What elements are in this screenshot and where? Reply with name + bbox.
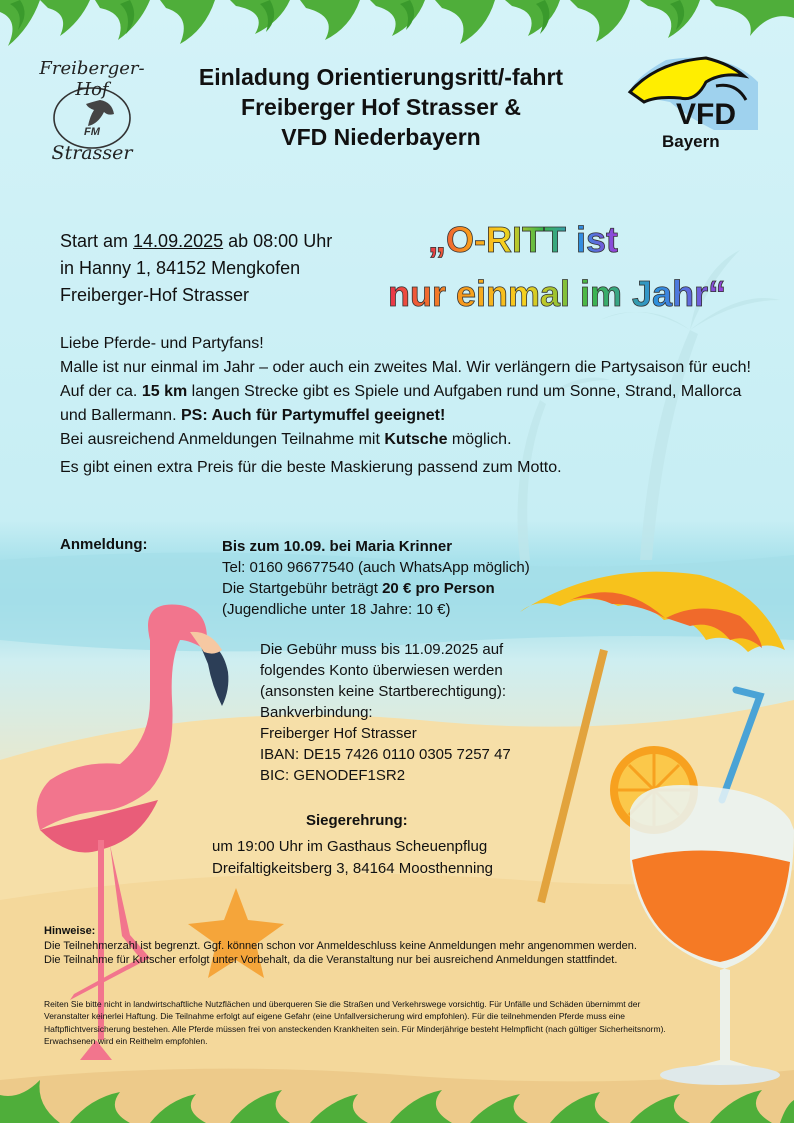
greeting: Liebe Pferde- und Partyfans! bbox=[60, 335, 264, 352]
payment-line: Freiberger Hof Strasser bbox=[260, 725, 417, 742]
slogan-wordart bbox=[384, 208, 774, 320]
start-address: in Hanny 1, 84152 Mengkofen bbox=[60, 258, 301, 278]
fee-amount: 20 € pro Person bbox=[382, 580, 495, 597]
notes-text: Die Teilnehmerzahl ist begrenzt. Ggf. können schon vor Anmeldeschluss keine Anmeldungen mehr angenommen werden. Die Teilnahme für Kutscher erfolgt unter Vorbehalt, da die Veranstaltung nur bei ausreichend Anmeldungen stattfindet. bbox=[44, 940, 637, 966]
intro-p1-b: langen Strecke gibt es Spiele und Aufgaben rund um Sonne, Strand, Mallorca und Ballermann. bbox=[60, 383, 742, 424]
ceremony-label: Siegerehrung: bbox=[306, 812, 408, 829]
logo-left-badge: FM bbox=[84, 126, 100, 138]
title-line-1: Einladung Orientierungsritt/-fahrt bbox=[198, 64, 564, 90]
ceremony-details bbox=[212, 836, 493, 880]
distance-km: 15 km bbox=[141, 383, 188, 400]
start-date: 14.09.2025 bbox=[133, 231, 224, 251]
registration-details bbox=[222, 536, 530, 620]
payment-line: (ansonsten keine Startberechtigung): bbox=[260, 683, 506, 700]
intro-paragraph bbox=[60, 356, 760, 428]
registration-label: Anmeldung: bbox=[60, 536, 148, 553]
registration-youth-fee: (Jugendliche unter 18 Jahre: 10 €) bbox=[222, 601, 451, 618]
ceremony-address: Dreifaltigkeitsberg 3, 84164 Moosthenning bbox=[212, 860, 494, 877]
vfd-logo-sub: Bayern bbox=[662, 132, 720, 151]
slogan-wordart-graphic bbox=[384, 208, 774, 320]
ceremony-time-place: um 19:00 Uhr im Gasthaus Scheuenpflug bbox=[212, 838, 488, 855]
payment-bic: BIC: GENODEF1SR2 bbox=[260, 767, 406, 784]
disclaimer-text: Reiten Sie bitte nicht in landwirtschaftliche Nutzflächen und überqueren Sie die Straßen und Verkehrswege vorsichtig. Für Unfälle und Schäden übernimmt der Veranstalter keinerlei Haftung. Die Teilnahme erfolgt auf eigene Gefahr (eine Unfallversicherung wird empfohlen). Für die teilnehmenden Pferde muss eine Haftpflichtversicherung bestehen. Alle Pferde müssen frei von ansteckenden Krankheiten sein. Für Minderjährige besteht Helmpflicht (nach gültiger Sicherheitsnorm). Erwachsenen wird ein Reithelm empfohlen. bbox=[44, 999, 666, 1047]
payment-line: Die Gebühr muss bis 11.09.2025 auf bbox=[260, 641, 504, 658]
start-venue: Freiberger-Hof Strasser bbox=[60, 285, 250, 305]
vfd-logo-text: VFD bbox=[676, 98, 736, 131]
payment-line: folgendes Konto überwiesen werden bbox=[260, 662, 503, 679]
title-line-3: VFD Niederbayern bbox=[281, 124, 481, 150]
registration-fee bbox=[222, 578, 530, 599]
fee-text: Die Startgebühr beträgt bbox=[222, 580, 383, 597]
start-prefix: Start am bbox=[60, 231, 134, 251]
start-time: ab 08:00 Uhr bbox=[223, 231, 333, 251]
payment-details bbox=[260, 639, 511, 786]
intro-text bbox=[60, 332, 760, 480]
intro-p2-b: möglich. bbox=[447, 431, 512, 448]
kutsche-paragraph bbox=[60, 428, 760, 452]
logo-left-line2: Strasser bbox=[51, 142, 133, 164]
logo-freiberger-hof bbox=[28, 50, 156, 168]
logo-vfd-bayern bbox=[626, 52, 764, 152]
payment-iban: IBAN: DE15 7426 0110 0305 7257 47 bbox=[260, 746, 511, 763]
kutsche-word: Kutsche bbox=[384, 431, 448, 448]
slogan-line-1: „O-RITT ist bbox=[428, 219, 618, 260]
slogan-line-2: nur einmal im Jahr“ bbox=[388, 273, 727, 314]
notes-label: Hinweise: bbox=[44, 925, 96, 937]
registration-deadline: Bis zum 10.09. bei Maria Krinner bbox=[222, 538, 453, 555]
intro-p2-a: Bei ausreichend Anmeldungen Teilnahme mit bbox=[60, 431, 385, 448]
intro-p1-a: Malle ist nur einmal im Jahr – oder auch ein zweites Mal. Wir verlängern die Partysaison für euch! Auf der ca. bbox=[60, 359, 751, 400]
registration-phone: Tel: 0160 96677540 (auch WhatsApp möglich) bbox=[222, 559, 530, 576]
title-line-2: Freiberger Hof Strasser & bbox=[241, 94, 521, 120]
payment-line: Bankverbindung: bbox=[260, 704, 373, 721]
logo-left-line1: Freiberger-Hof bbox=[39, 58, 145, 100]
intro-ps: PS: Auch für Partymuffel geeignet! bbox=[180, 407, 446, 424]
start-line-1 bbox=[60, 228, 332, 255]
prize-paragraph: Es gibt einen extra Preis für die beste Maskierung passend zum Motto. bbox=[60, 459, 562, 476]
start-info bbox=[60, 228, 332, 309]
page-title bbox=[150, 62, 612, 152]
